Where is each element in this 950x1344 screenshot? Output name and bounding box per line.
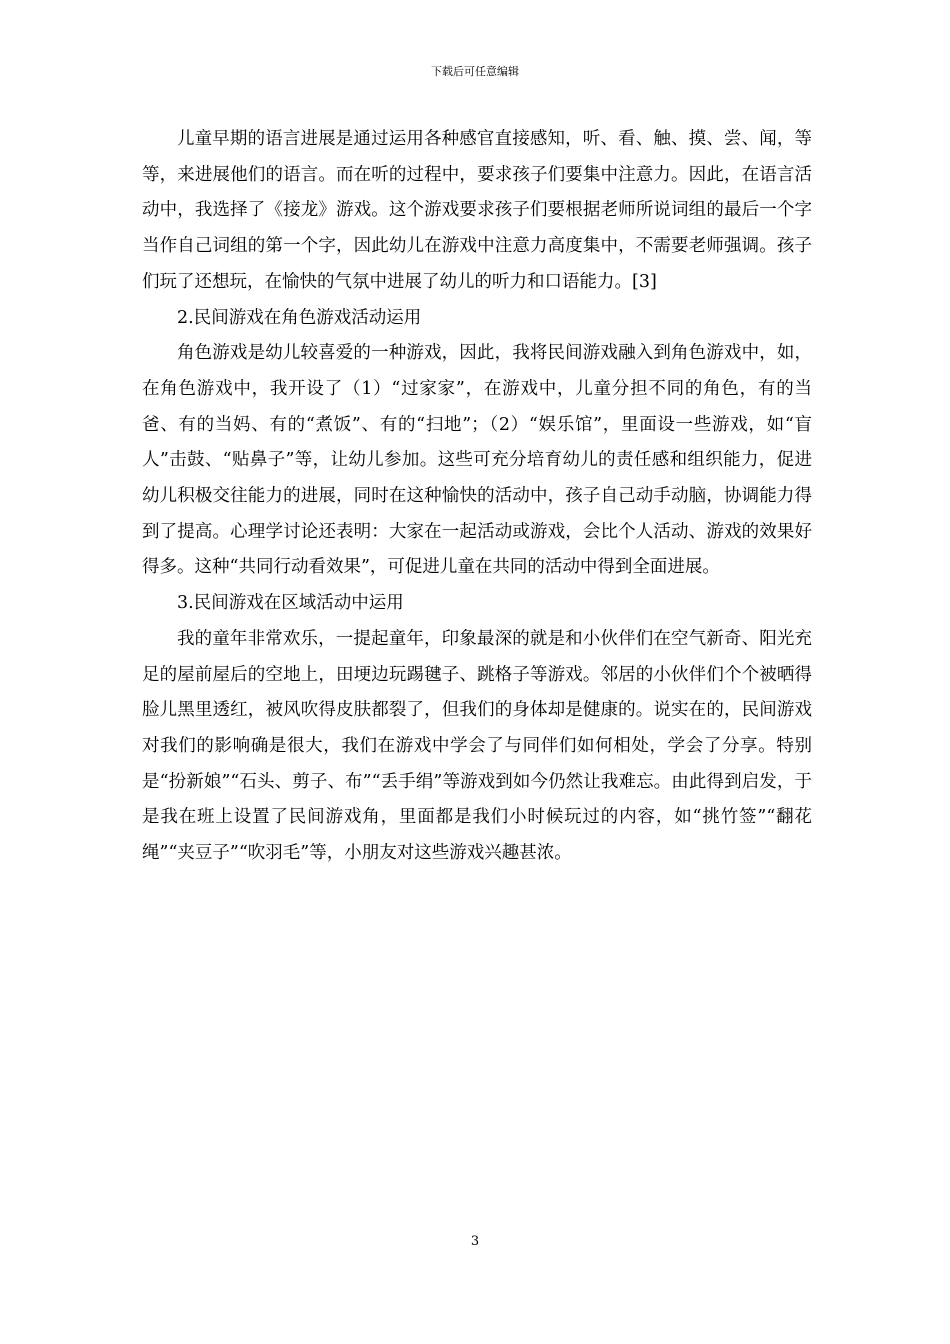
page-header: 下载后可任意编辑	[431, 65, 519, 78]
section-heading-3: 3.民间游戏在区域活动中运用	[177, 593, 404, 614]
section-heading-2: 2.民间游戏在角色游戏活动运用	[177, 307, 422, 328]
page-number: 3	[470, 1234, 480, 1249]
body-paragraph-1: 儿童早期的语言进展是通过运用各种感官直接感知，听、看、触、摸、尝、闻，等等，来进展他们的语言。而在听的过程中，要求孩子们要集中注意力。因此，在语言活动中，我选择了《接龙》游戏。这个游戏要求孩子们要根据老师所说词组的最后一个字当作自己词组的第一个字，因此幼儿在游戏中注意力高度集中，不需要老师强调。孩子们玩了还想玩，在愉快的气氛中进展了幼儿的听力和口语能力。[3]	[142, 129, 812, 292]
document-body	[142, 122, 812, 872]
body-paragraph-2: 角色游戏是幼儿较喜爱的一种游戏，因此，我将民间游戏融入到角色游戏中，如，在角色游戏中，我开设了（1）“过家家”，在游戏中，儿童分担不同的角色，有的当爸、有的当妈、有的“煮饭”、有的“扫地”；（2）“娱乐馆”，里面设一些游戏，如“盲人”击鼓、“贴鼻子”等，让幼儿参加。这些可充分培育幼儿的责任感和组织能力，促进幼儿积极交往能力的进展，同时在这种愉快的活动中，孩子自己动手动脑，协调能力得到了提高。心理学讨论还表明：大家在一起活动或游戏，会比个人活动、游戏的效果好得多。这种“共同行动看效果”，可促进儿童在共同的活动中得到全面进展。	[142, 343, 812, 578]
body-paragraph-3: 我的童年非常欢乐，一提起童年，印象最深的就是和小伙伴们在空气新奇、阳光充足的屋前屋后的空地上，田埂边玩踢毽子、跳格子等游戏。邻居的小伙伴们个个被晒得脸儿黑里透红，被风吹得皮肤都裂了，但我们的身体却是健康的。说实在的，民间游戏对我们的影响确是很大，我们在游戏中学会了与同伴们如何相处，学会了分享。特别是“扮新娘”“石头、剪子、布”“丢手绢”等游戏到如今仍然让我难忘。由此得到启发，于是我在班上设置了民间游戏角，里面都是我们小时候玩过的内容，如“挑竹签”“翻花绳”“夹豆子”“吹羽毛”等，小朋友对这些游戏兴趣甚浓。	[142, 628, 812, 864]
